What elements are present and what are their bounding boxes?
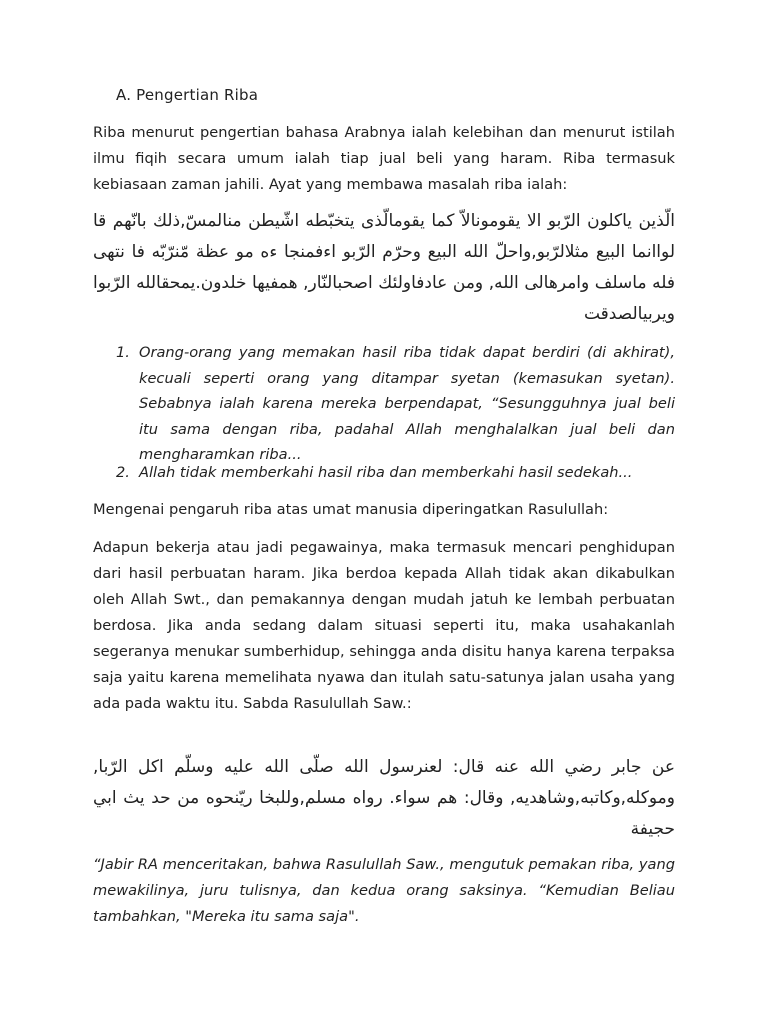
section-heading: A. Pengertian Riba	[116, 86, 259, 104]
hadith-translation: “Jabir RA menceritakan, bahwa Rasulullah Saw., mengutuk pemakan riba, yang mewakilinya, juru tulisnya, dan kedua orang saksinya. “Kemudian Beliau tambahkan, "Mereka itu sama saja".	[93, 856, 675, 925]
list-item-text: Orang-orang yang memakan hasil riba tidak dapat berdiri (di akhirat), kecuali seperti orang yang ditampar syetan (kemasukan syetan). Sebabnya ialah karena mereka berpendapat, “Sesungguhnya jual beli itu sama dengan riba, padahal Allah menghalalkan jual beli dan mengharamkan riba...	[139, 344, 675, 463]
list-item	[93, 460, 675, 486]
verse-meaning-list	[93, 340, 675, 485]
list-item-text: Allah tidak memberkahi hasil riba dan memberkahi hasil sedekah...	[139, 463, 633, 481]
arabic-verse: الّذين ياكلون الرّبو الا يقومونالاّ كما يقومالّذى يتخبّطه اشّيطن منالمسّ,ذلك بانّهم قا لواانما البيع مثلالرّبو,واحلّ الله البيع وحرّم الرّبو اءفمنجا ءه مو عظة مّنرّبّه فا نتهى فله ماسلف وامرهالى الله, ومن عادفاولئك اصحبالنّار, همفيها خلدون.يمحقالله الرّبوا ويربيالصدقت	[93, 211, 675, 324]
adapun-paragraph: Adapun bekerja atau jadi pegawainya, maka termasuk mencari penghidupan dari hasil perbuatan haram. Jika berdoa kepada Allah tidak akan dikabulkan oleh Allah Swt., dan pemakannya dengan mudah jatuh ke lembah perbuatan berdosa. Jika anda sedang dalam situasi seperti itu, maka usahakanlah segeranya menukar sumberhidup, sehingga anda disitu hanya karena terpaksa saja yaitu karena memelihata nyawa dan itulah satu-satunya jalan usaha yang ada pada waktu itu. Sabda Rasulullah Saw.:	[93, 539, 675, 712]
list-item-number: 2.	[116, 463, 130, 481]
arabic-hadith: عن جابر رضي الله عنه قال: لعنرسول الله صلّى الله عليه وسلّم اكل الرّبا, وموكله,وكاتبه,وشاهديه, وقال: هم سواء. رواه مسلم,وللبخا ريّنحوه من حد يث ابي حجيفة	[93, 757, 675, 839]
intro-paragraph: Riba menurut pengertian bahasa Arabnya ialah kelebihan dan menurut istilah ilmu fiqih secara umum ialah tiap jual beli yang haram. Riba termasuk kebiasaan zaman jahili. Ayat yang membawa masalah riba ialah:	[93, 124, 675, 193]
list-item-number: 1.	[116, 344, 130, 361]
influence-paragraph: Mengenai pengaruh riba atas umat manusia diperingatkan Rasulullah:	[93, 501, 609, 518]
list-item	[93, 340, 675, 468]
